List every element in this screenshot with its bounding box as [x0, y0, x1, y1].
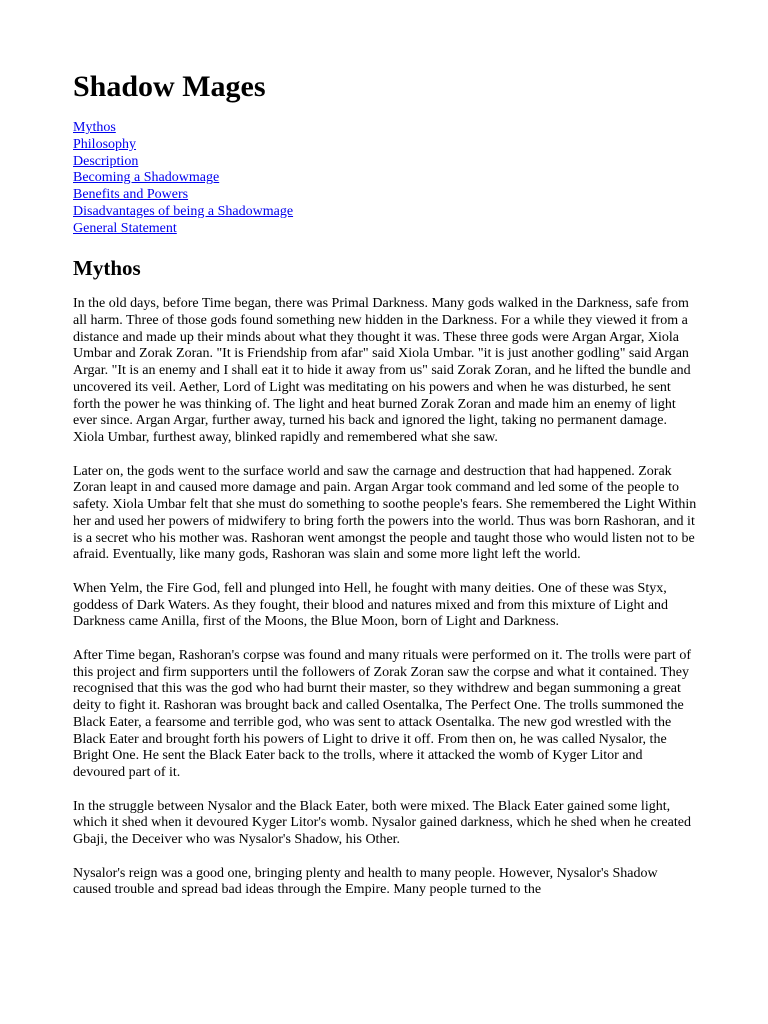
section-heading-mythos: Mythos — [73, 256, 141, 280]
toc-link-becoming-a-shadowmage[interactable]: Becoming a Shadowmage — [73, 170, 220, 186]
toc-item — [73, 137, 293, 154]
toc-item — [73, 120, 293, 137]
paragraph: When Yelm, the Fire God, fell and plunged into Hell, he fought with many deities. One of these was Styx, goddess of Dark Waters. As they fought, their blood and natures mixed and from this mixture of Light and Darkness came Anilla, first of the Moons, the Blue Moon, born of Light and Darkness. — [73, 580, 669, 630]
toc-item — [73, 154, 293, 171]
toc-link-philosophy[interactable]: Philosophy — [73, 136, 137, 152]
mythos-body — [73, 296, 698, 916]
paragraph: After Time began, Rashoran's corpse was found and many rituals were performed on it. The trolls were part of this project and firm supporters until the followers of Zorak Zoran saw the corpse and what it contained. They recognised that this was the god who had burnt their master, so they withdrew and began summoning a great deity to fight it. Rashoran was brought back and called Osentalka, The Perfect One. The trolls summoned the Black Eater, a fearsome and terrible god, who was sent to attack Osentalka. The new god wrestled with the Black Eater and brought forth his powers of Light to drive it off. From then on, he was called Nysalor, the Bright One. He sent the Black Eater back to the trolls, where it attacked the womb of Kyger Litor and devoured part of it. — [73, 647, 692, 780]
toc-link-general-statement[interactable]: General Statement — [73, 220, 177, 236]
paragraph: In the old days, before Time began, there was Primal Darkness. Many gods walked in the Darkness, safe from all harm. Three of those gods found something new hidden in the Darkness. For a while they viewed it from a distance and made up their minds about what they thought it was. These three gods were Argan Argar, Xiola Umbar and Zorak Zoran. "It is Friendship from afar" said Xiola Umbar. "it is just another godling" said Argan Argar. "It is an enemy and I shall eat it to hide it away from us" said Zorak Zoran, and he lifted the bundle and uncovered its veil. Aether, Lord of Light was meditating on his powers and when he was disturbed, he sent forth the power he was thinking of. The light and heat burned Zorak Zoran and made him an enemy of light ever since. Argan Argar, further away, turned his back and ignored the light, taking no permanent damage. Xiola Umbar, furthest away, blinked rapidly and remembered what she saw. — [73, 296, 691, 445]
toc-link-benefits-and-powers[interactable]: Benefits and Powers — [73, 187, 189, 203]
paragraph: In the struggle between Nysalor and the Black Eater, both were mixed. The Black Eater gained some light, which it shed when it devoured Kyger Litor's womb. Nysalor gained darkness, which he shed when he created Gbaji, the Deceiver who was Nysalor's Shadow, his Other. — [73, 798, 691, 847]
page-title: Shadow Mages — [73, 70, 266, 103]
toc-item — [73, 204, 293, 221]
paragraph: Nysalor's reign was a good one, bringing plenty and health to many people. However, Nysalor's Shadow caused trouble and spread bad ideas through the Empire. Many people turned to the — [73, 865, 658, 898]
toc-item — [73, 170, 293, 187]
toc-item — [73, 187, 293, 204]
table-of-contents — [73, 120, 293, 238]
toc-link-disadvantages[interactable]: Disadvantages of being a Shadowmage — [73, 203, 294, 219]
paragraph: Later on, the gods went to the surface world and saw the carnage and destruction that had happened. Zorak Zoran leapt in and caused more damage and pain. Argan Argar took command and led some of the people to safety. Xiola Umbar felt that she must do something to soothe people's fears. She remembered the Light Within her and used her powers of midwifery to bring forth the powers into the world. Thus was born Rashoran, and it is a secret who his mother was. Rashoran went amongst the people and taught those who would listen not to be afraid. Eventually, like many gods, Rashoran was slain and some more light left the world. — [73, 463, 697, 563]
toc-item — [73, 221, 293, 238]
toc-link-mythos[interactable]: Mythos — [73, 120, 116, 135]
toc-link-description[interactable]: Description — [73, 153, 139, 169]
